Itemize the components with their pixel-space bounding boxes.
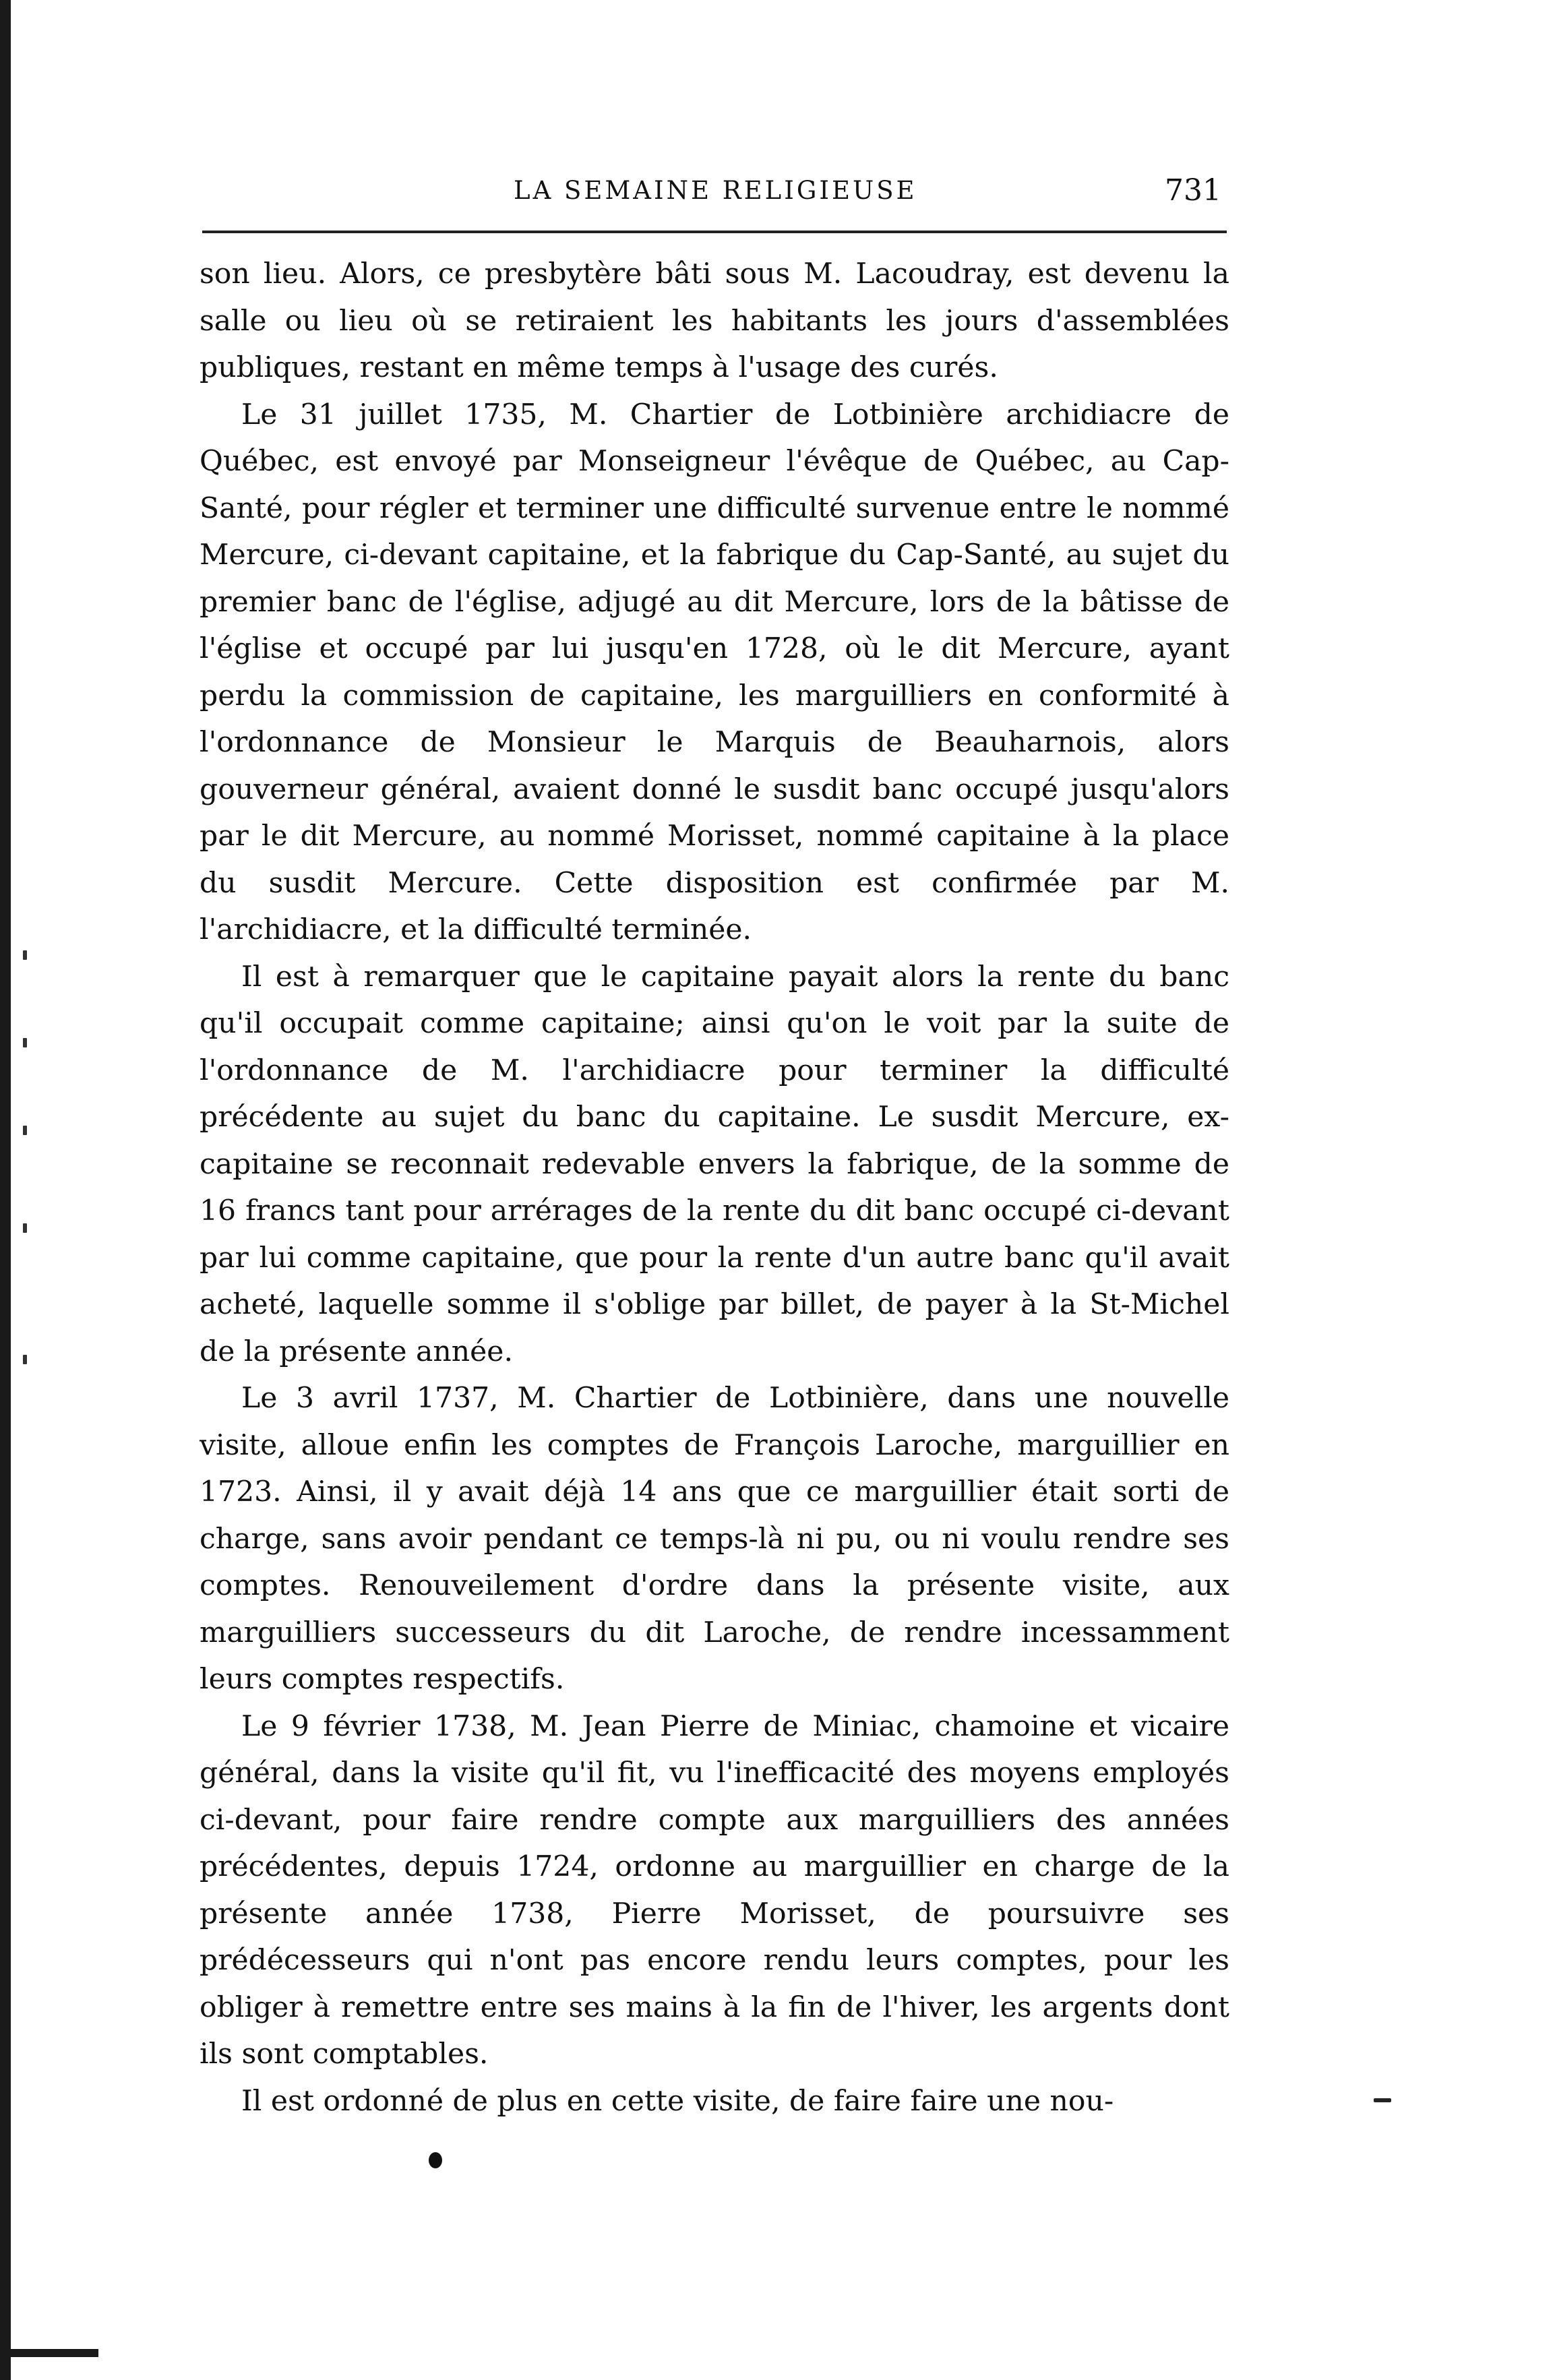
running-head [202,171,1227,211]
paragraph: son lieu. Alors, ce presbytère bâti sous M. Lacoudray, est devenu la salle ou lieu où se retiraient les habitants les jours d'assemblées publiques, restant en même temps à l'usage des curés. [200,257,1229,384]
paragraph: Il est à remarquer que le capitaine payait alors la rente du banc qu'il occupait comme capitaine; ainsi qu'on le voit par la suite de l'ordonnance de M. l'archidiacre pour terminer la difficulté précédente au sujet du banc du capitaine. Le susdit Mercure, ex-capitaine se reconnait redevable envers la fabrique, de la somme de 16 francs tant pour arrérages de la rente du dit banc occupé ci-devant par lui comme capitaine, que pour la rente d'un autre banc qu'il avait acheté, laquelle somme il s'oblige par billet, de payer à la St-Michel de la présente année. [200,960,1229,1368]
binding-edge-foot [11,2349,98,2357]
paragraph: Le 31 juillet 1735, M. Chartier de Lotbinière archidiacre de Québec, est envoyé par Monseigneur l'évêque de Québec, au Cap-Santé, pour régler et terminer une difficulté survenue entre le nommé Mercure, ci-devant capitaine, et la fabrique du Cap-Santé, au sujet du premier banc de l'église, adjugé au dit Mercure, lors de la bâtisse de l'église et occupé par lui jusqu'en 1728, où le dit Mercure, ayant perdu la commission de capitaine, les marguilliers en conformité à l'ordonnance de Monsieur le Marquis de Beauharnois, alors gouverneur général, avaient donné le susdit banc occupé jusqu'alors par le dit Mercure, au nommé Morisset, nommé capitaine à la place du susdit Mercure. Cette disposition est confirmée par M. l'archidiacre, et la difficulté terminée. [200,398,1229,946]
edge-speck [23,1223,27,1233]
paragraph: Le 3 avril 1737, M. Chartier de Lotbinière, dans une nouvelle visite, alloue enfin les comptes de François Laroche, marguillier en 1723. Ainsi, il y avait déjà 14 ans que ce marguillier était sorti de charge, sans avoir pendant ce temps-là ni pu, ou ni voulu rendre ses comptes. Renouveilement d'ordre dans la présente visite, aux marguilliers successeurs du dit Laroche, de rendre incessamment leurs comptes respectifs. [200,1382,1229,1696]
edge-speck [23,1038,27,1047]
body-text [200,251,1229,2125]
paragraph: Il est ordonné de plus en cette visite, de faire faire une nou- [241,2084,1114,2118]
ink-dot [429,2152,442,2168]
header-rule [202,231,1227,233]
edge-speck [23,950,27,960]
running-title: LA SEMAINE RELIGIEUSE [514,176,917,205]
edge-speck [23,1126,27,1135]
paragraph: Le 9 février 1738, M. Jean Pierre de Miniac, chamoine et vicaire général, dans la visite qu'il fit, vu l'inefficacité des moyens employés ci-devant, pour faire rendre compte aux marguilliers des années précédentes, depuis 1724, ordonne au marguillier en charge de la présente année 1738, Pierre Morisset, de poursuivre ses prédécesseurs qui n'ont pas encore rendu leurs comptes, pour les obliger à remettre entre ses mains à la fin de l'hiver, les argents dont ils sont comptables. [200,1709,1229,2071]
page-number: 731 [1165,173,1221,208]
ink-speck [1374,2098,1391,2102]
edge-speck [23,1355,27,1364]
binding-edge [0,0,11,2380]
